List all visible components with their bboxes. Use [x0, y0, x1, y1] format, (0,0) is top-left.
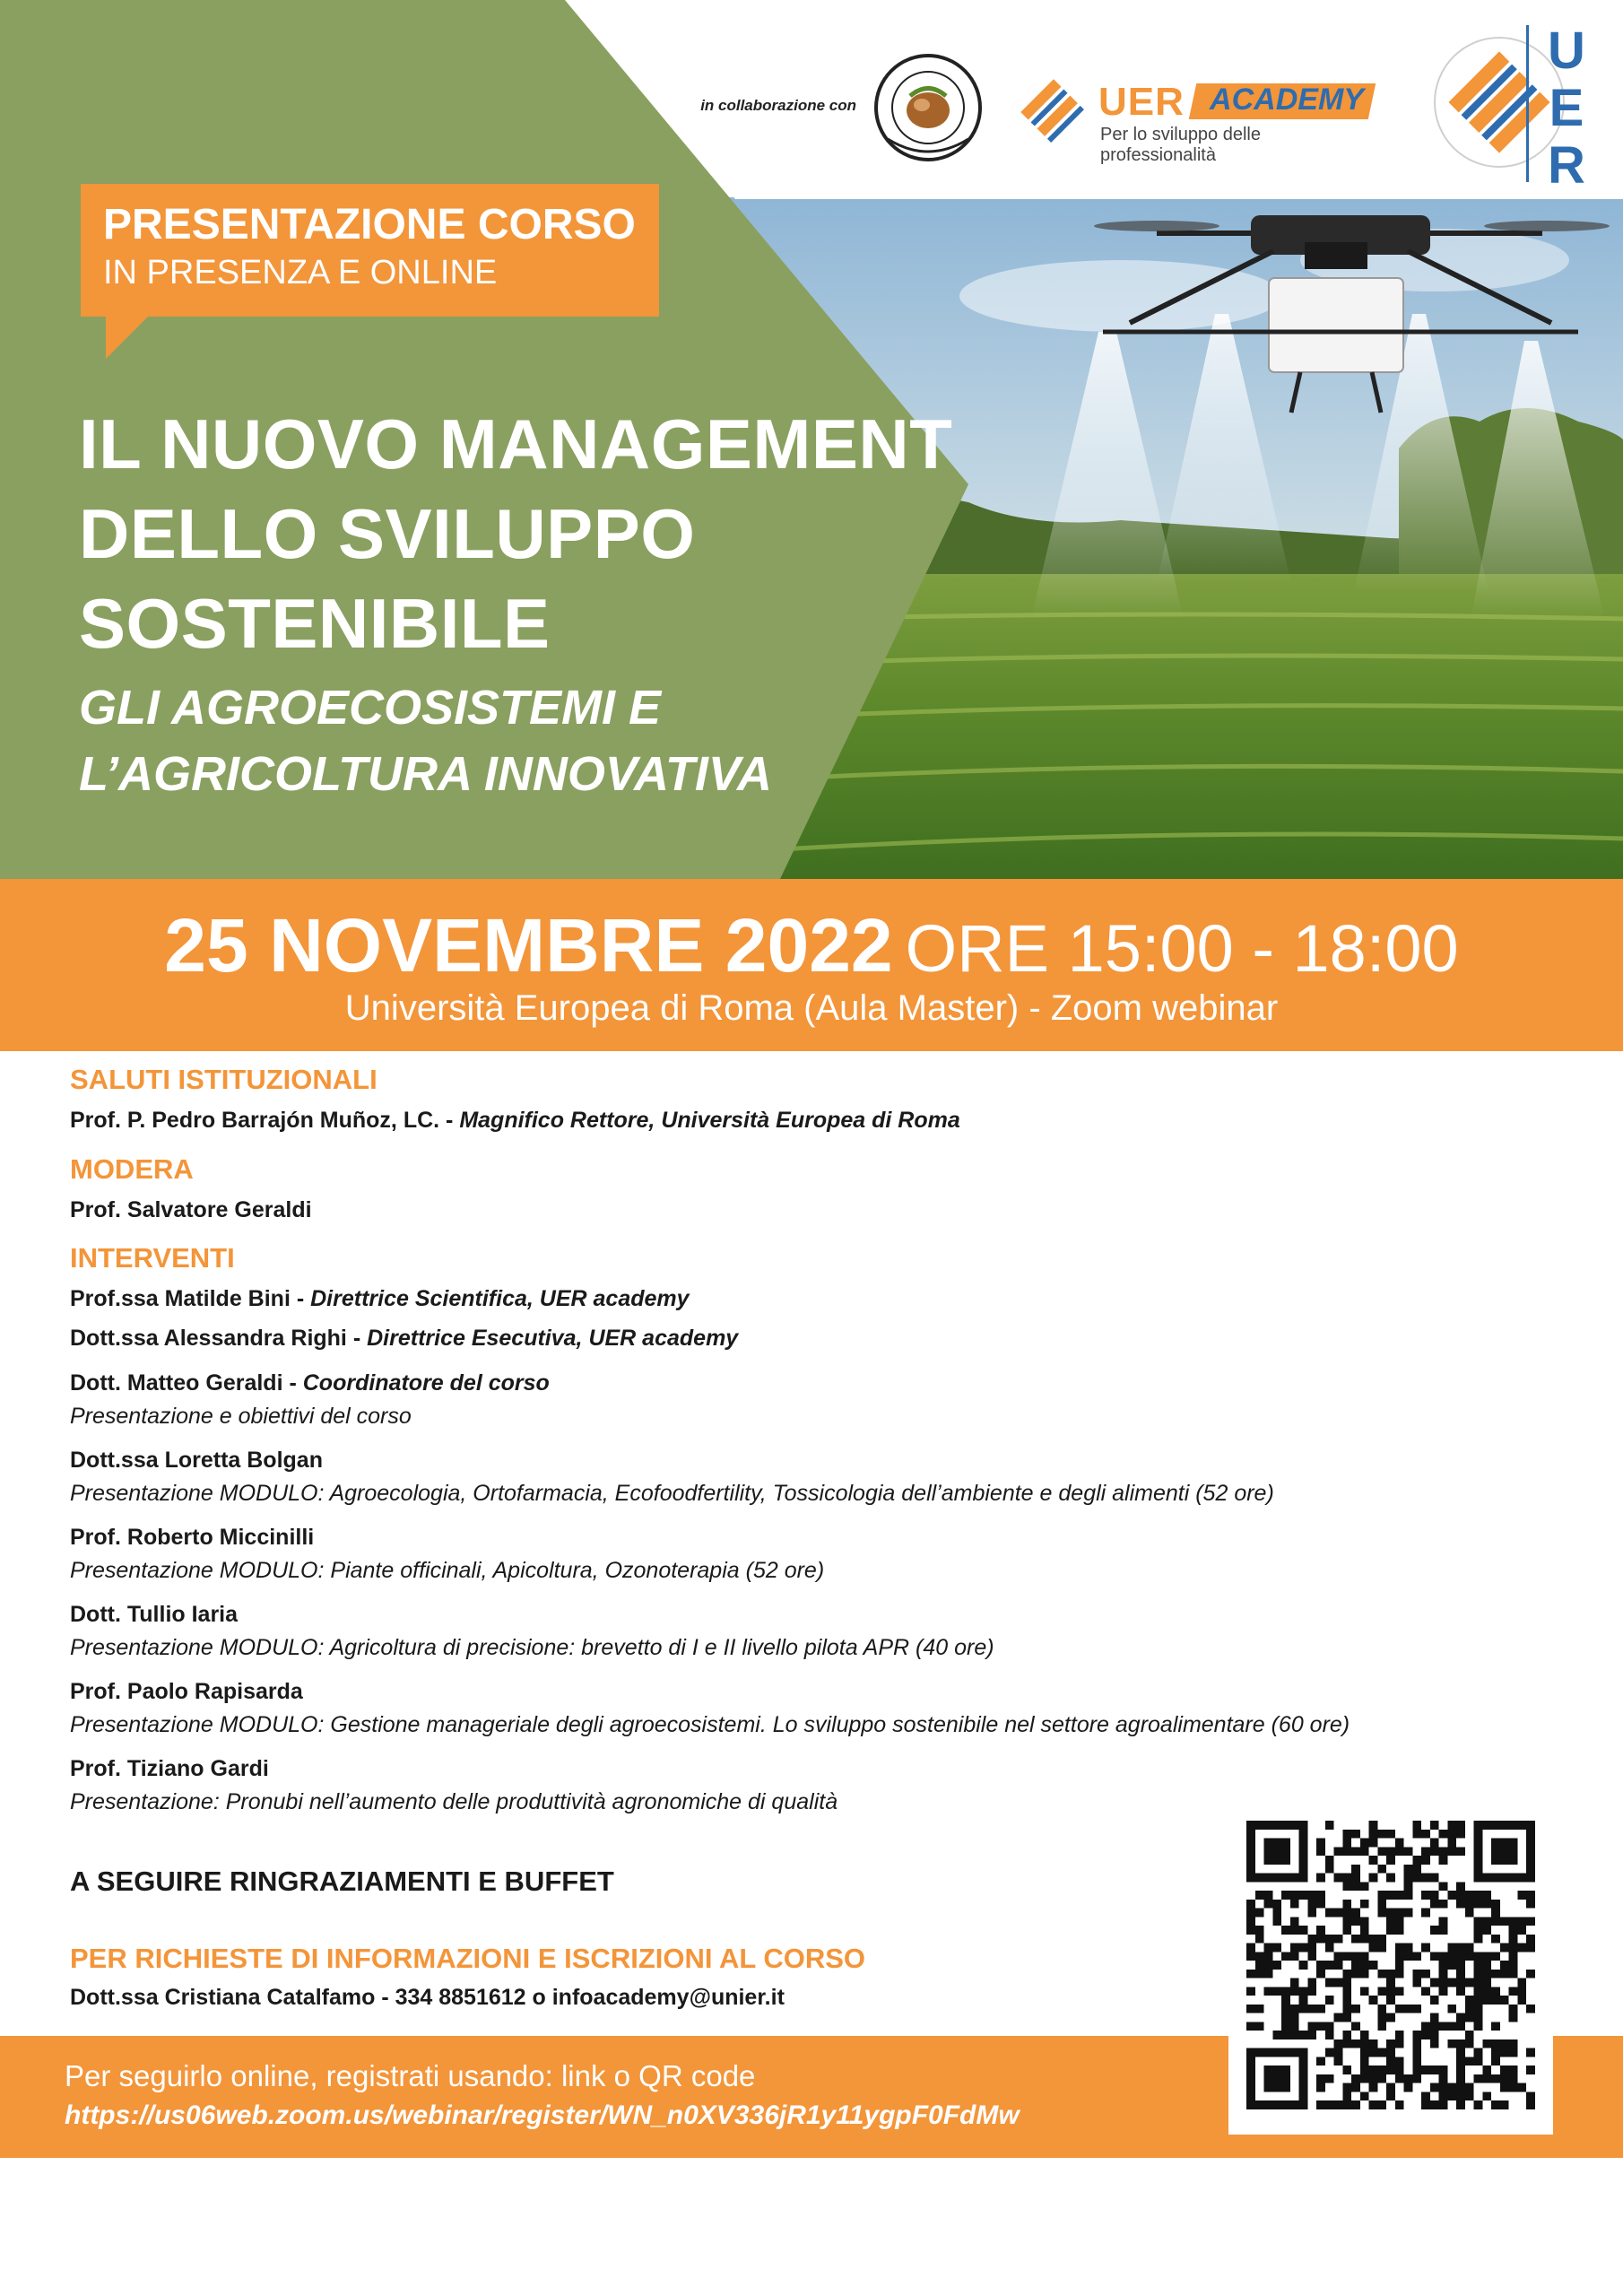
speaker-desc: Presentazione MODULO: Agricoltura di precisione: brevetto di I e II livello pilota APR (40 ore)	[70, 1635, 994, 1660]
main-title	[79, 399, 953, 668]
title-line: SOSTENIBILE	[79, 584, 551, 663]
qr-code-icon[interactable]	[1246, 1821, 1535, 2109]
course-callout	[81, 184, 659, 317]
speaker-name: Dott.ssa Alessandra Righi -	[70, 1326, 361, 1351]
uer-academy-word: UER	[1098, 80, 1185, 124]
title-line: IL NUOVO MANAGEMENT	[79, 404, 953, 483]
registration-link[interactable]: https://us06web.zoom.us/webinar/register/WN_n0XV336jR1y11ygpF0FdMw	[65, 2100, 1020, 2130]
date-line	[0, 902, 1623, 989]
uer-vertical-wordmark	[1535, 22, 1598, 195]
contacts-line: Dott.ssa Cristiana Catalfamo - 334 8851612 o infoacademy@unier.it	[70, 1985, 785, 2010]
speaker-desc: Presentazione: Pronubi nell’aumento delle produttività agronomiche di qualità	[70, 1789, 838, 1814]
speaker-line	[70, 1370, 550, 1396]
callout-subtitle: IN PRESENZA E ONLINE	[103, 254, 498, 291]
speaker-role: Direttrice Esecutiva, UER academy	[367, 1326, 739, 1351]
academy-badge-text: ACADEMY	[1210, 83, 1364, 117]
speaker-line	[70, 1326, 738, 1352]
speaker-role: Direttrice Scientifica, UER academy	[310, 1286, 690, 1311]
event-date: 25 NOVEMBRE 2022	[164, 903, 893, 987]
callout-title: PRESENTAZIONE CORSO	[103, 201, 636, 248]
speaker-name: Prof. Roberto Miccinilli	[70, 1525, 315, 1550]
modera-heading: MODERA	[70, 1153, 194, 1185]
saluti-line	[70, 1108, 960, 1134]
speaker-role: Magnifico Rettore, Università Europea di Roma	[459, 1108, 960, 1133]
hero-banner	[0, 0, 1623, 879]
speaker-desc: Presentazione e obiettivi del corso	[70, 1404, 412, 1429]
callout-tail	[106, 316, 149, 359]
speaker-role: Coordinatore del corso	[302, 1370, 550, 1396]
speaker-name: Dott. Tullio Iaria	[70, 1602, 239, 1627]
speaker-desc: Presentazione MODULO: Piante officinali, Apicoltura, Ozonoterapia (52 ore)	[70, 1558, 825, 1583]
speaker-name: Dott. Matteo Geraldi -	[70, 1370, 297, 1396]
moderator-name: Prof. Salvatore Geraldi	[70, 1197, 312, 1222]
uer-academy-tagline: Per lo sviluppo delle professionalità	[1100, 125, 1261, 165]
speaker-name: Prof. P. Pedro Barrajón Muñoz, LC. -	[70, 1108, 454, 1133]
registration-text: Per seguirlo online, registrati usando: link o QR code	[65, 2059, 756, 2092]
speaker-name: Prof.ssa Matilde Bini -	[70, 1286, 305, 1311]
speaker-name: Prof. Tiziano Gardi	[70, 1756, 269, 1781]
contacts-heading: PER RICHIESTE DI INFORMAZIONI E ISCRIZIONI AL CORSO	[70, 1943, 865, 1974]
geraldi-farm-seal-logo	[870, 49, 986, 166]
interventi-heading: INTERVENTI	[70, 1242, 235, 1274]
uer-academy-logo	[1018, 76, 1376, 165]
subtitle-line: GLI AGROECOSISTEMI E	[79, 681, 662, 735]
speaker-line	[70, 1286, 690, 1312]
uer-letter: E	[1549, 79, 1584, 137]
speaker-desc: Presentazione MODULO: Gestione manageriale degli agroecosistemi. Lo sviluppo sostenibile nel settore agroalimentare (60 ore)	[70, 1712, 1350, 1737]
following-note: A SEGUIRE RINGRAZIAMENTI E BUFFET	[70, 1866, 614, 1897]
uer-letter: R	[1548, 136, 1585, 195]
qr-code-box[interactable]	[1228, 1803, 1553, 2135]
event-venue: Università Europea di Roma (Aula Master) - Zoom webinar	[344, 988, 1279, 1028]
speaker-desc: Presentazione MODULO: Agroecologia, Ortofarmacia, Ecofoodfertility, Tossicologia dell’ambiente e degli alimenti (52 ore)	[70, 1481, 1274, 1506]
uer-divider	[1526, 25, 1529, 182]
uer-letter: U	[1548, 22, 1585, 80]
date-band	[0, 879, 1623, 1051]
subtitle-line: L’AGRICOLTURA INNOVATIVA	[79, 747, 772, 801]
event-time: ORE 15:00 - 18:00	[905, 911, 1459, 986]
uer-academy-mark-icon	[1018, 76, 1089, 148]
speaker-name: Dott.ssa Loretta Bolgan	[70, 1448, 323, 1473]
saluti-heading: SALUTI ISTITUZIONALI	[70, 1064, 378, 1095]
speaker-name: Prof. Paolo Rapisarda	[70, 1679, 303, 1704]
collaboration-label: in collaborazione con	[700, 97, 856, 114]
subtitle	[79, 674, 886, 807]
title-line: DELLO SVILUPPO	[79, 494, 696, 573]
